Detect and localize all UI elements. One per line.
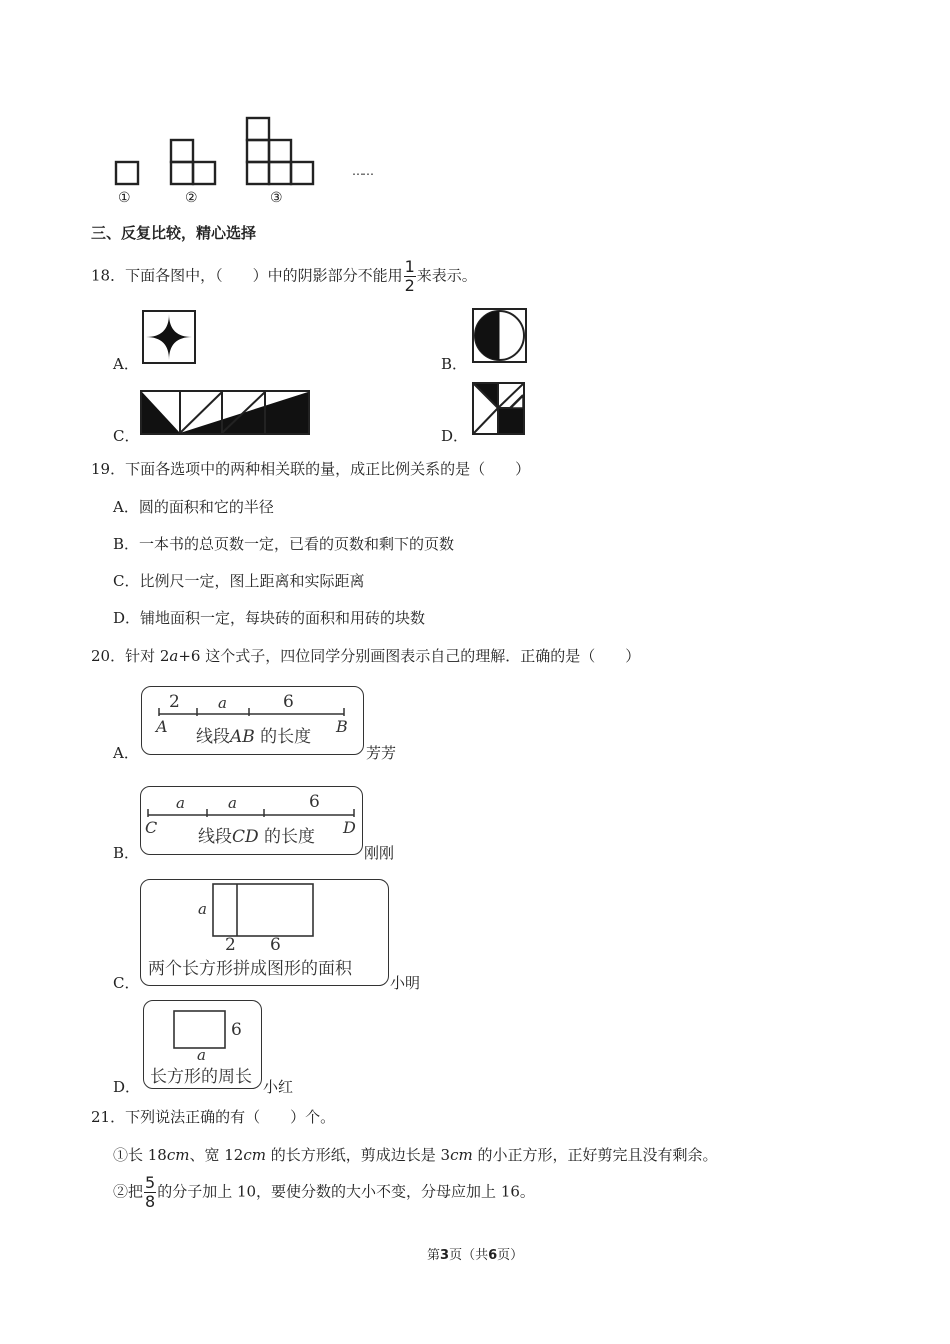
q20-b-label-1: a: [176, 794, 185, 812]
q20-a-endpoint-right: B: [336, 717, 348, 736]
q20-option-d[interactable]: D．: [113, 1078, 141, 1096]
q21-s1-part: 的长方形纸，剪成边长是 3: [265, 1146, 451, 1164]
pattern-label-2: ②: [185, 190, 198, 206]
q20-option-a-author: 芳芳: [366, 744, 397, 762]
q21-s1-part: 、宽 12: [189, 1146, 244, 1164]
q21-s2-after: 的分子加上 10，要使分数的大小不变，分母应加上 16。: [157, 1182, 535, 1201]
q18-option-c[interactable]: C．: [113, 427, 140, 445]
q18-text-after: 来表示。: [416, 266, 477, 285]
q20-b-label-3: 6: [309, 792, 320, 812]
q18-figure-c: [140, 390, 312, 436]
pattern-1-square: [116, 162, 138, 184]
q20-a-caption-post: 的长度: [254, 727, 312, 747]
q21-statement-2: [113, 1174, 535, 1211]
q21-number: 21．: [91, 1108, 126, 1126]
q20-text-after: +6 这个式子，四位同学分别画图表示自己的理解．正确的是（ ）: [178, 647, 641, 665]
q21-text: 下列说法正确的有（ ）个。: [125, 1108, 336, 1126]
q20-b-caption-pre: 线段: [198, 827, 232, 847]
q18-stem: [91, 258, 477, 295]
q21-frac-num: 5: [145, 1173, 156, 1192]
q20-a-endpoint-left: A: [156, 717, 168, 736]
q21-s2-before: ②把: [113, 1182, 144, 1201]
pattern-label-1: ①: [118, 190, 131, 206]
q20-option-b[interactable]: B．: [113, 844, 140, 862]
q18-figure-b: [472, 308, 528, 364]
q20-d-side-label: 6: [231, 1020, 242, 1040]
q19-option-a[interactable]: A．圆的面积和它的半径: [113, 498, 274, 516]
q18-figure-a: [142, 310, 196, 364]
page-footer: [427, 1244, 523, 1263]
q20-option-c[interactable]: C．: [113, 974, 140, 992]
q18-frac-den: 2: [404, 276, 415, 295]
q19-number: 19．: [91, 460, 126, 478]
q20-b-caption-var: CD: [232, 827, 259, 847]
footer-total-pages: 6: [488, 1248, 498, 1263]
q20-number: 20．: [91, 647, 126, 665]
q18-option-b[interactable]: B．: [441, 355, 468, 373]
footer-pre: 第: [427, 1248, 441, 1263]
q20-b-caption: [198, 822, 315, 847]
q20-c-width-2: 6: [270, 935, 281, 955]
q20-c-caption: 两个长方形拼成图形的面积: [148, 959, 352, 979]
q18-option-a[interactable]: A．: [113, 355, 139, 373]
q19-stem: [91, 458, 530, 479]
q19-text: 下面各选项中的两种相关联的量，成正比例关系的是（ ）: [125, 460, 531, 478]
q18-number: 18．: [91, 266, 126, 285]
q18-option-d[interactable]: D．: [441, 427, 469, 445]
q20-option-b-author: 刚刚: [364, 844, 395, 862]
q20-c-side-label: a: [198, 900, 207, 918]
square-pattern-figure: [105, 112, 395, 212]
q20-d-caption: 长方形的周长: [150, 1067, 252, 1087]
q20-a-label-1: 2: [169, 692, 180, 712]
q20-option-c-author: 小明: [390, 974, 421, 992]
pattern-label-3: ③: [270, 190, 283, 206]
q18-frac-num: 1: [404, 257, 415, 276]
q20-c-width-1: 2: [225, 935, 236, 955]
q20-d-bottom-label: a: [197, 1046, 206, 1064]
q21-statement-1: [113, 1144, 717, 1165]
q19-option-c[interactable]: C．比例尺一定，图上距离和实际距离: [113, 572, 365, 590]
q21-frac-den: 8: [145, 1192, 156, 1211]
footer-page-number: 3: [440, 1248, 450, 1263]
q21-s1-part: ①长 18: [113, 1146, 167, 1164]
q21-s1-unit: cm: [243, 1146, 266, 1164]
q20-b-label-2: a: [228, 794, 237, 812]
q21-s1-unit: cm: [166, 1146, 190, 1164]
footer-mid: 页（共: [449, 1248, 489, 1263]
q21-fraction: [144, 1174, 156, 1211]
q19-option-b[interactable]: B．一本书的总页数一定，已看的页数和剩下的页数: [113, 535, 455, 553]
q20-a-caption-pre: 线段: [196, 727, 230, 747]
footer-post: 页）: [497, 1248, 524, 1263]
q21-s1-unit: cm: [450, 1146, 473, 1164]
q21-s1-part: 的小正方形，正好剪完且没有剩余。: [472, 1146, 718, 1164]
q19-option-d[interactable]: D．铺地面积一定，每块砖的面积和用砖的块数: [113, 609, 426, 627]
q18-fraction: [404, 258, 416, 295]
q20-stem: [91, 645, 640, 666]
q20-a-label-2: a: [218, 694, 227, 712]
q20-b-endpoint-left: C: [145, 818, 158, 837]
q20-text-before: 针对 2: [125, 647, 170, 665]
q20-a-caption-var: AB: [230, 727, 255, 747]
q20-b-endpoint-right: D: [343, 818, 356, 837]
q20-a-caption: [196, 722, 311, 747]
q20-b-caption-post: 的长度: [258, 827, 316, 847]
section-3-title: 三、反复比较，精心选择: [91, 224, 257, 242]
q18-text-before: 下面各图中，（ ）中的阴影部分不能用: [125, 266, 403, 285]
q20-option-d-author: 小红: [263, 1078, 294, 1096]
q18-figure-d: [472, 382, 526, 436]
q20-var: a: [169, 647, 179, 665]
pattern-ellipsis: ……: [352, 164, 372, 178]
q20-option-a[interactable]: A．: [113, 744, 139, 762]
q20-a-label-3: 6: [283, 692, 294, 712]
q21-stem: [91, 1106, 335, 1127]
